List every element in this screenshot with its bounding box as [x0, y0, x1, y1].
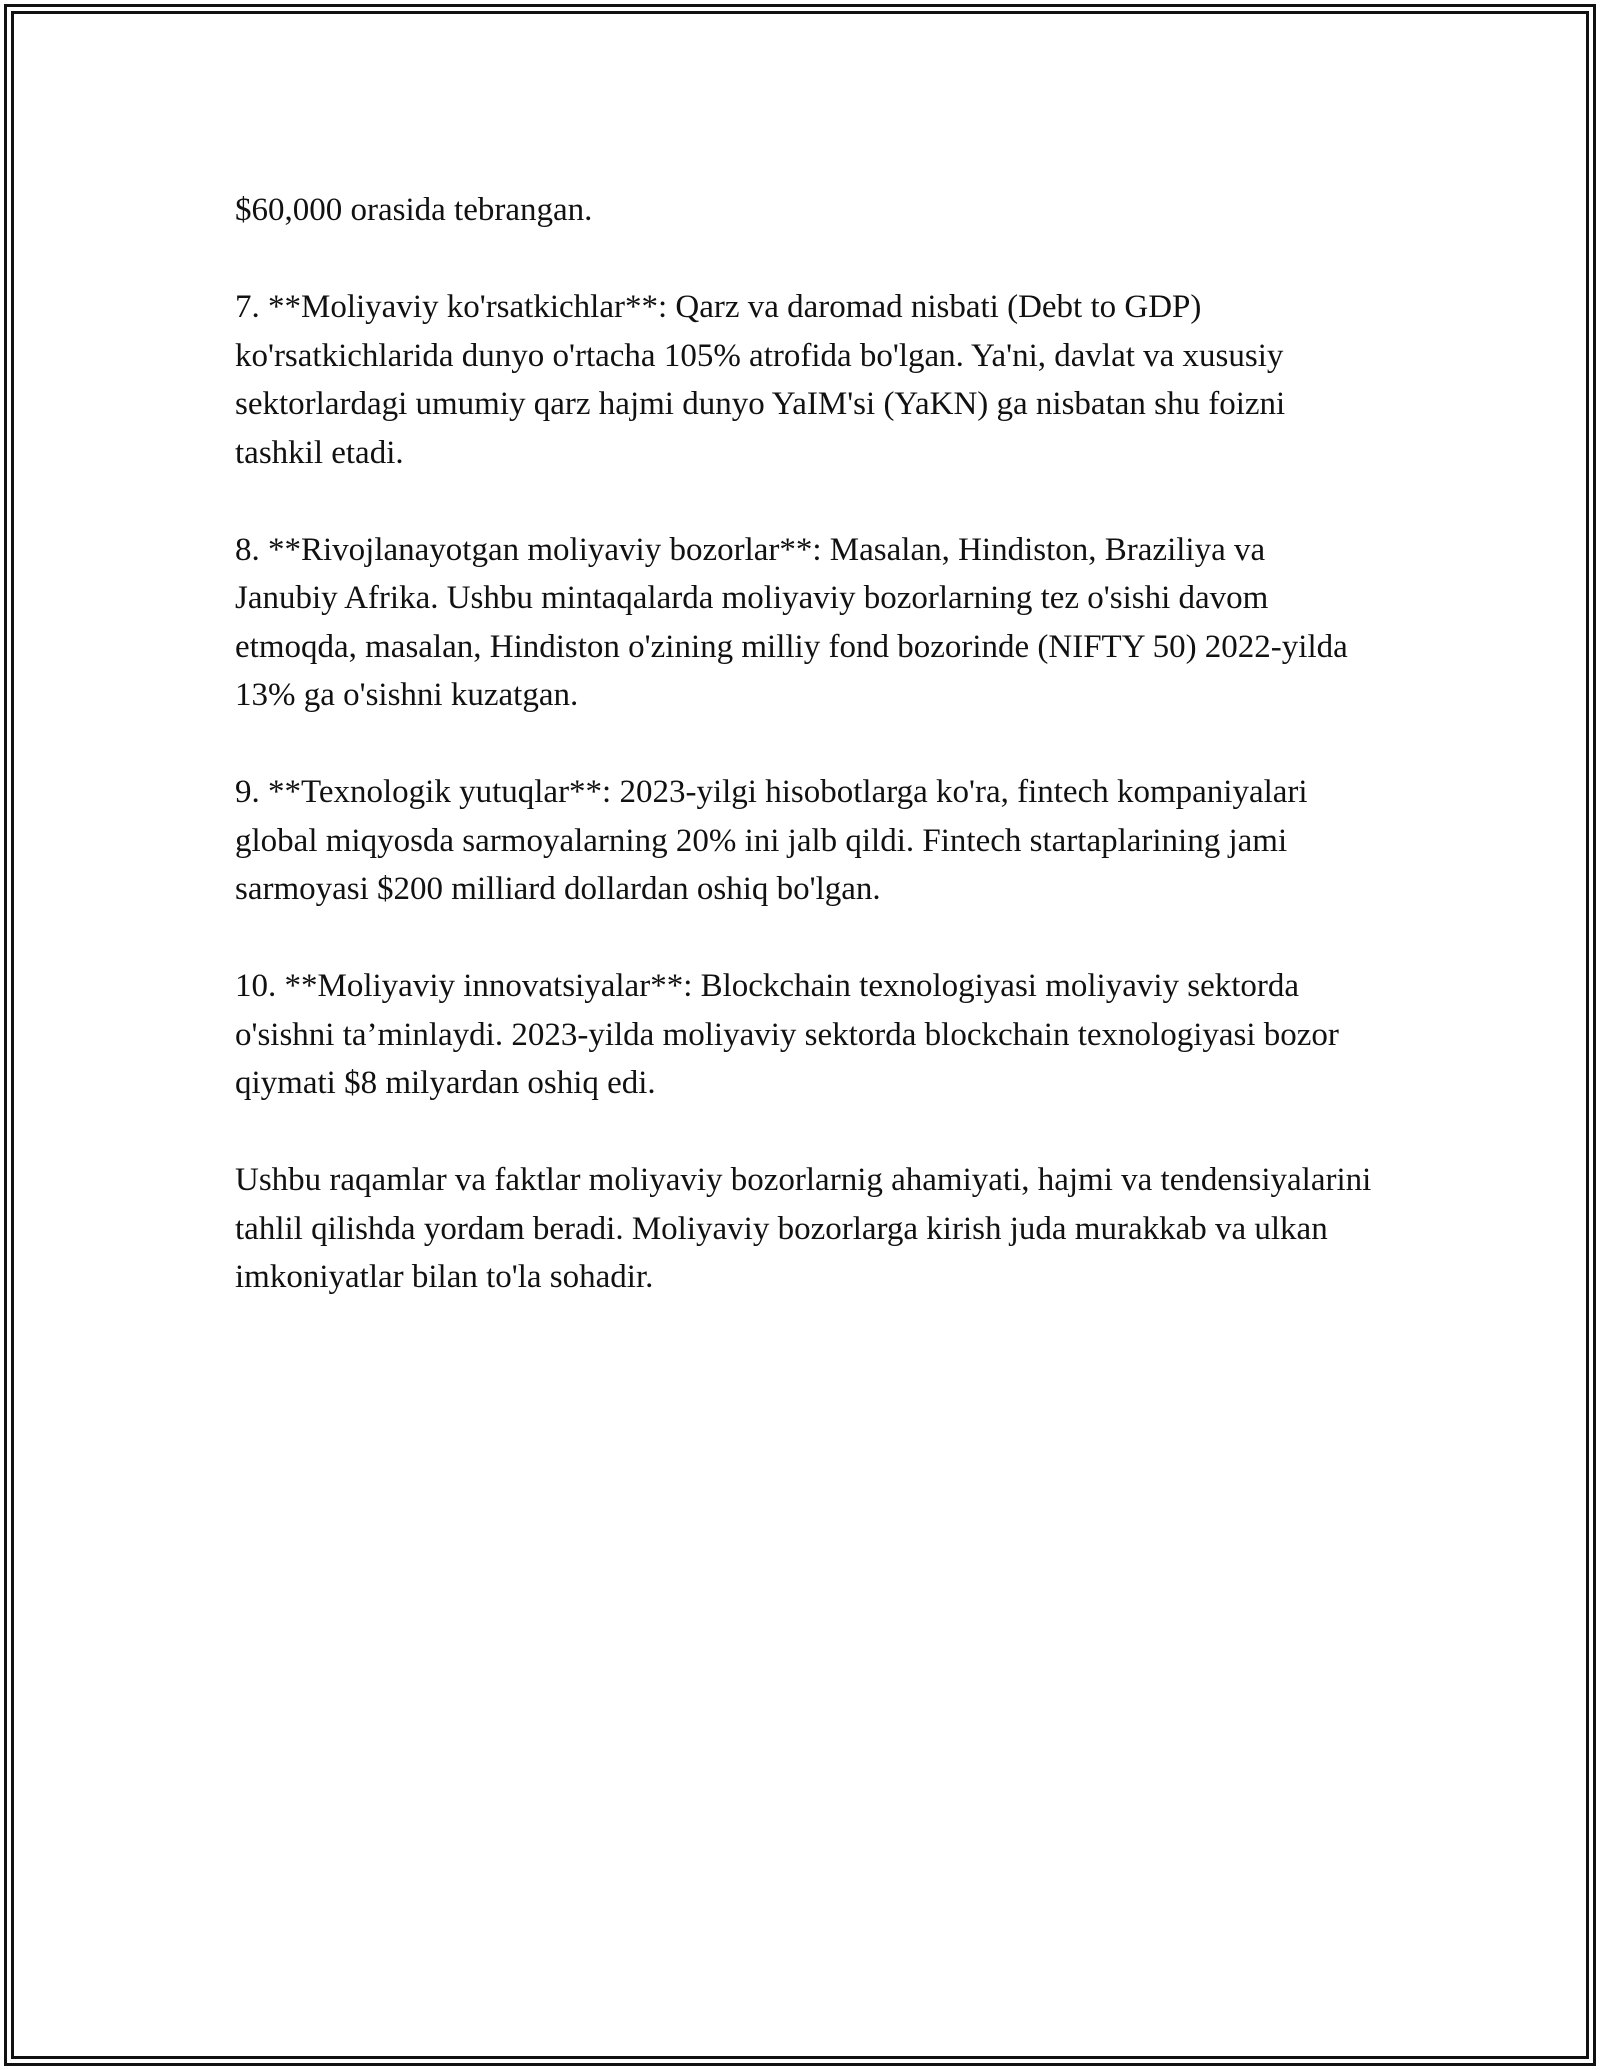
document-body	[235, 186, 1375, 1350]
paragraph-item-8: 8. **Rivojlanayotgan moliyaviy bozorlar**: Masalan, Hindiston, Braziliya va Janubiy Afrika. Ushbu mintaqalarda moliyaviy bozorlarning tez o'sishi davom etmoqda, masalan, Hindiston o'zining milliy fond bozorinde (NIFTY 50) 2022-yilda 13% ga o'sishni kuzatgan.	[235, 531, 1348, 713]
paragraph-item-10: 10. **Moliyaviy innovatsiyalar**: Blockchain texnologiyasi moliyaviy sektorda o'sishni ta’minlaydi. 2023-yilda moliyaviy sektorda blockchain texnologiyasi bozor qiymati $8 milyardan oshiq edi.	[235, 968, 1339, 1101]
paragraph-item-9: 9. **Texnologik yutuqlar**: 2023-yilgi hisobotlarga ko'ra, fintech kompaniyalari global miqyosda sarmoyalarning 20% ini jalb qildi. Fintech startaplarining jami sarmoyasi $200 milliard dollardan oshiq bo'lgan.	[235, 774, 1308, 907]
paragraph-continuation: $60,000 orasida tebrangan.	[235, 192, 593, 228]
paragraph-conclusion: Ushbu raqamlar va faktlar moliyaviy bozorlarnig ahamiyati, hajmi va tendensiyalarini tahlil qilishda yordam beradi. Moliyaviy bozorlarga kirish juda murakkab va ulkan imkoniyatlar bilan to'la sohadir.	[235, 1162, 1372, 1295]
paragraph-item-7: 7. **Moliyaviy ko'rsatkichlar**: Qarz va daromad nisbati (Debt to GDP) ko'rsatkichlarida dunyo o'rtacha 105% atrofida bo'lgan. Ya'ni, davlat va xususiy sektorlardagi umumiy qarz hajmi dunyo YaIM'si (YaKN) ga nisbatan shu foizni tashkil etadi.	[235, 289, 1286, 471]
